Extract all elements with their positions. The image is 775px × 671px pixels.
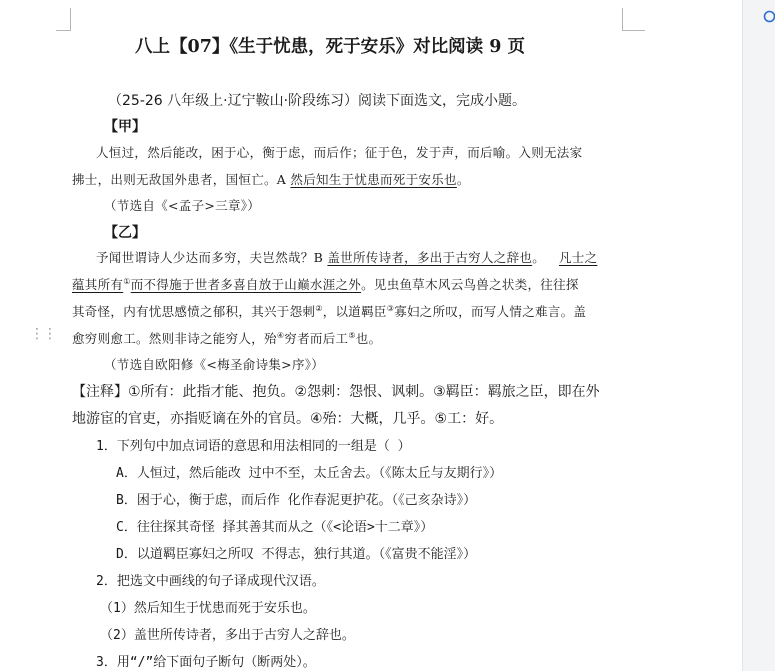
footnote-ref: ① xyxy=(123,276,131,286)
question-1-option-b: B．困于心，衡于虑，而后作 化作春泥更护花。（《己亥杂诗》） xyxy=(116,493,477,508)
side-panel xyxy=(742,0,775,671)
yi-text: 穷者而后工 xyxy=(284,331,349,346)
passage-jia-source: （节选自《<孟子>三章》） xyxy=(104,198,261,213)
question-1-option-d: D．以道羁臣寡妇之所叹 不得志，独行其道。（《富贵不能淫》） xyxy=(116,547,477,562)
notes-line-1: 【注释】①所有：此指才能、抱负。②怨刺：怨恨、讽刺。③羁臣：羁旅之臣，即在外 xyxy=(72,384,600,400)
passage-yi-line-4 xyxy=(72,329,381,347)
passage-yi-line-1 xyxy=(96,248,597,266)
yi-text: 予闻世谓诗人少达而多穷，夫岂然哉？B xyxy=(96,250,328,265)
notes-line-2: 地游宦的官吏，亦指贬谪在外的官员。④殆：大概，几乎。⑤工：好。 xyxy=(72,411,504,427)
passage-yi-label: 【乙】 xyxy=(104,225,146,241)
yi-text: 愈穷则愈工。然则非诗之能穷人，殆 xyxy=(72,331,277,346)
yi-text-period: 。 xyxy=(532,250,545,265)
footnote-ref: ③ xyxy=(386,303,395,313)
passage-jia-label: 【甲】 xyxy=(104,119,146,135)
panel-toggle-icon[interactable] xyxy=(763,10,775,23)
question-2-sentence-1: （1）然后知生于忧患而死于安乐也。 xyxy=(100,601,316,616)
yi-text: 也。 xyxy=(355,331,382,346)
question-1-stem: 1．下列句中加点词语的意思和用法相同的一组是（ ） xyxy=(96,439,411,454)
yi-text: 。见虫鱼草木风云鸟兽之状类，往往探 xyxy=(361,277,579,292)
underlined-sentence-b: 盖世所传诗者，多出于古穷人之辞也 xyxy=(327,250,533,265)
yi-text: ，以道羁臣 xyxy=(322,304,387,319)
underlined-phrase: 凡士之 xyxy=(559,250,598,265)
question-3-stem: 3．用“/”给下面句子断句（断两处）。 xyxy=(96,655,316,670)
passage-jia-line-1: 人恒过，然后能改，困于心，衡于虑，而后作；征于色，发于声，而后喻。入则无法家 xyxy=(96,145,583,160)
page-corner-mark-left xyxy=(56,8,71,31)
passage-yi-source: （节选自欧阳修《<梅圣俞诗集>序》） xyxy=(104,357,325,372)
yi-text: 其奇怪，内有忧思感愤之郁积，其兴于怨刺 xyxy=(72,304,316,319)
document-title: 八上【07】《生于忧患，死于安乐》对比阅读 9 页 xyxy=(135,37,525,57)
passage-jia-line-2 xyxy=(72,170,470,188)
question-intro: （25-26 八年级上·辽宁鞍山·阶段练习）阅读下面选文，完成小题。 xyxy=(108,93,527,109)
question-1-option-a: A．人恒过，然后能改 过中不至，太丘舍去。（《陈太丘与友期行》） xyxy=(116,466,503,481)
question-1-option-c: C．往往探其奇怪 择其善其而从之（《<论语>十二章》） xyxy=(116,520,434,535)
underlined-text: 而不得施于世者多喜自放于山巅水涯之外 xyxy=(130,277,362,292)
footnote-ref: ⑤ xyxy=(348,330,356,340)
footnote-ref: ④ xyxy=(276,330,285,340)
underlined-sentence-a: 然后知生于忧患而死于安乐也 xyxy=(290,172,457,187)
jia-text: 拂士，出则无敌国外患者，国恒亡。A xyxy=(72,172,291,187)
yi-text: 寡妇之所叹，而写人情之难言。盖 xyxy=(394,304,587,319)
passage-yi-line-2 xyxy=(72,275,579,293)
footnote-ref: ② xyxy=(315,303,323,313)
underlined-text: 蕴其所有 xyxy=(72,277,124,292)
page-corner-mark-right xyxy=(622,8,645,31)
question-2-stem: 2．把选文中画线的句子译成现代汉语。 xyxy=(96,574,325,589)
question-2-sentence-2: （2）盖世所传诗者，多出于古穷人之辞也。 xyxy=(100,628,355,643)
jia-text-end: 。 xyxy=(456,172,470,187)
passage-yi-line-3 xyxy=(72,302,586,320)
drag-handle-icon[interactable]: ⋮⋮ xyxy=(30,326,56,342)
